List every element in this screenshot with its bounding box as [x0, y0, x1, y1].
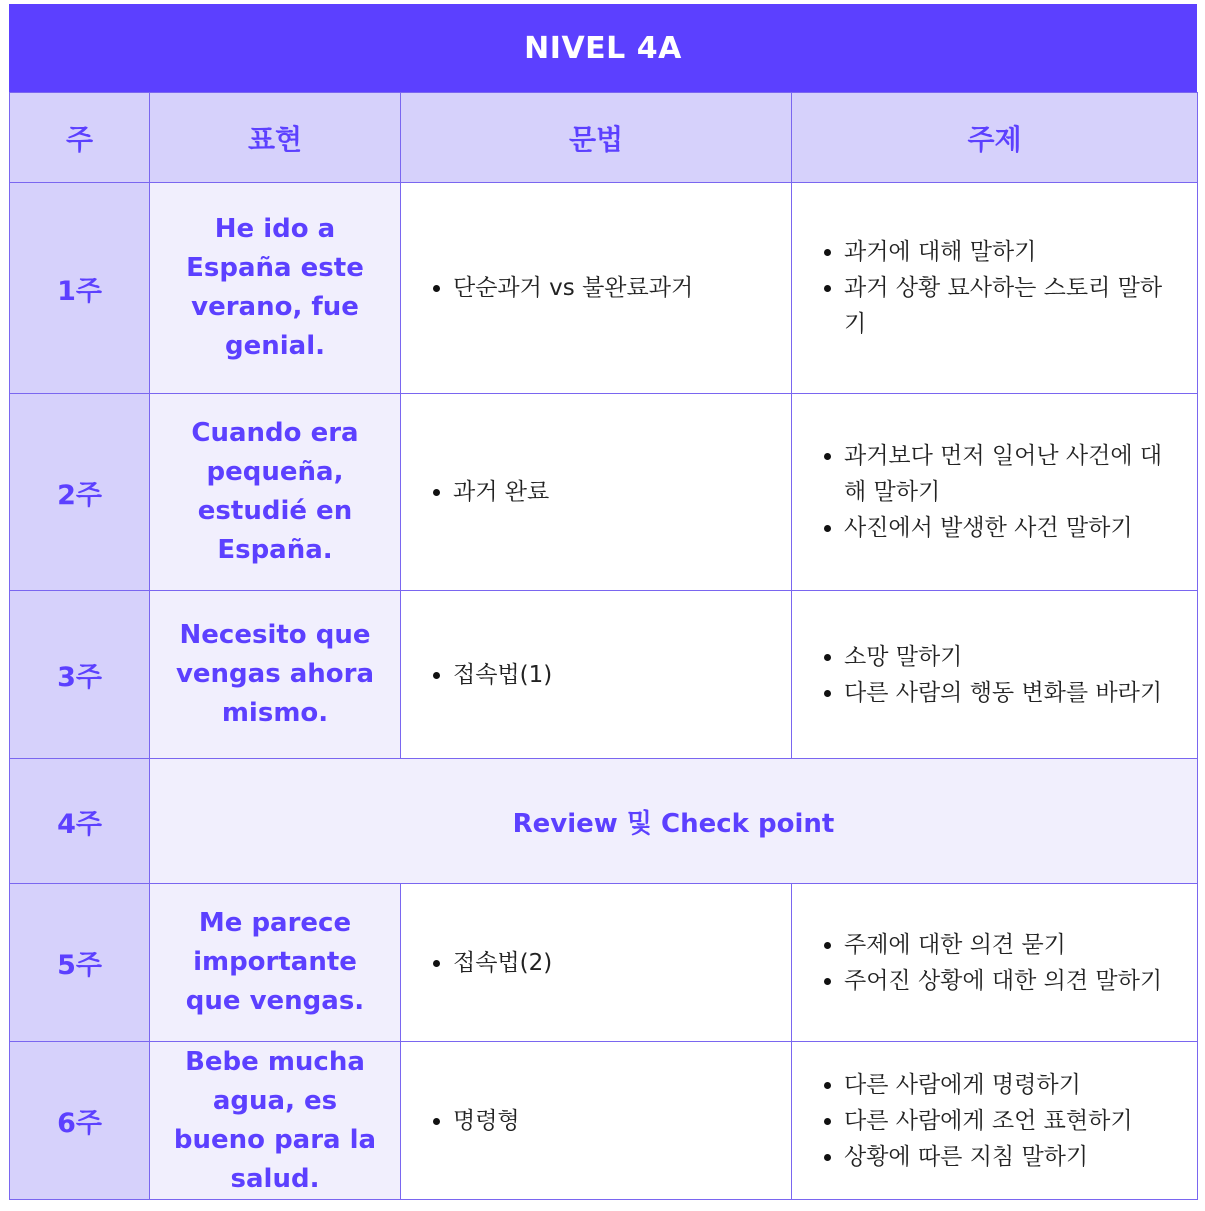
grammar-list — [401, 657, 791, 693]
topic-item: • 다른 사람에게 조언 표현하기 — [844, 1103, 1181, 1139]
week-cell: 6주 — [10, 1042, 150, 1200]
week-cell: 1주 — [10, 183, 150, 394]
grammar-cell — [401, 591, 792, 759]
expression-cell: Necesito que vengas ahora mismo. — [150, 591, 401, 759]
table-row — [10, 591, 1198, 759]
grammar-list — [401, 1103, 791, 1139]
grammar-list — [401, 945, 791, 981]
topic-item: • 과거 상황 묘사하는 스토리 말하기 — [844, 270, 1181, 342]
grammar-cell — [401, 394, 792, 591]
week-cell: 2주 — [10, 394, 150, 591]
expression-cell: Bebe mucha agua, es bueno para la salud. — [150, 1042, 401, 1200]
topic-item: • 다른 사람에게 명령하기 — [844, 1067, 1181, 1103]
week-cell: 3주 — [10, 591, 150, 759]
header-expression: 표현 — [150, 93, 401, 183]
header-grammar: 문법 — [401, 93, 792, 183]
topic-cell — [792, 591, 1198, 759]
curriculum-sheet — [9, 4, 1197, 1200]
header-week: 주 — [10, 93, 150, 183]
table-row — [10, 1042, 1198, 1200]
topic-cell — [792, 884, 1198, 1042]
topic-item: • 다른 사람의 행동 변화를 바라기 — [844, 675, 1181, 711]
table-row — [10, 394, 1198, 591]
table-row — [10, 183, 1198, 394]
grammar-item: • 단순과거 vs 불완료과거 — [453, 270, 775, 306]
grammar-item: • 과거 완료 — [453, 474, 775, 510]
topic-cell — [792, 394, 1198, 591]
expression-cell: Me parece importante que vengas. — [150, 884, 401, 1042]
grammar-item: • 접속법(1) — [453, 657, 775, 693]
topic-cell — [792, 183, 1198, 394]
topic-item: • 과거보다 먼저 일어난 사건에 대해 말하기 — [844, 438, 1181, 510]
header-row — [10, 93, 1198, 183]
level-title: NIVEL 4A — [9, 4, 1197, 92]
grammar-cell — [401, 1042, 792, 1200]
week-cell: 5주 — [10, 884, 150, 1042]
topic-list — [792, 927, 1197, 999]
topic-list — [792, 234, 1197, 342]
expression-cell: He ido a España este verano, fue genial. — [150, 183, 401, 394]
topic-list — [792, 438, 1197, 546]
expression-cell: Cuando era pequeña, estudié en España. — [150, 394, 401, 591]
topic-item: • 사진에서 발생한 사건 말하기 — [844, 510, 1181, 546]
topic-cell — [792, 1042, 1198, 1200]
grammar-list — [401, 474, 791, 510]
week-cell: 4주 — [10, 759, 150, 884]
topic-item: • 과거에 대해 말하기 — [844, 234, 1181, 270]
topic-item: • 상황에 따른 지침 말하기 — [844, 1139, 1181, 1175]
header-topic: 주제 — [792, 93, 1198, 183]
grammar-item: • 명령형 — [453, 1103, 775, 1139]
topic-list — [792, 1067, 1197, 1175]
topic-item: • 소망 말하기 — [844, 639, 1181, 675]
topic-list — [792, 639, 1197, 711]
topic-item: • 주제에 대한 의견 묻기 — [844, 927, 1181, 963]
table-row — [10, 759, 1198, 884]
table-row — [10, 884, 1198, 1042]
grammar-list — [401, 270, 791, 306]
curriculum-table — [9, 92, 1198, 1200]
grammar-item: • 접속법(2) — [453, 945, 775, 981]
topic-item: • 주어진 상황에 대한 의견 말하기 — [844, 963, 1181, 999]
review-cell: Review 및 Check point — [150, 759, 1198, 884]
grammar-cell — [401, 884, 792, 1042]
grammar-cell — [401, 183, 792, 394]
